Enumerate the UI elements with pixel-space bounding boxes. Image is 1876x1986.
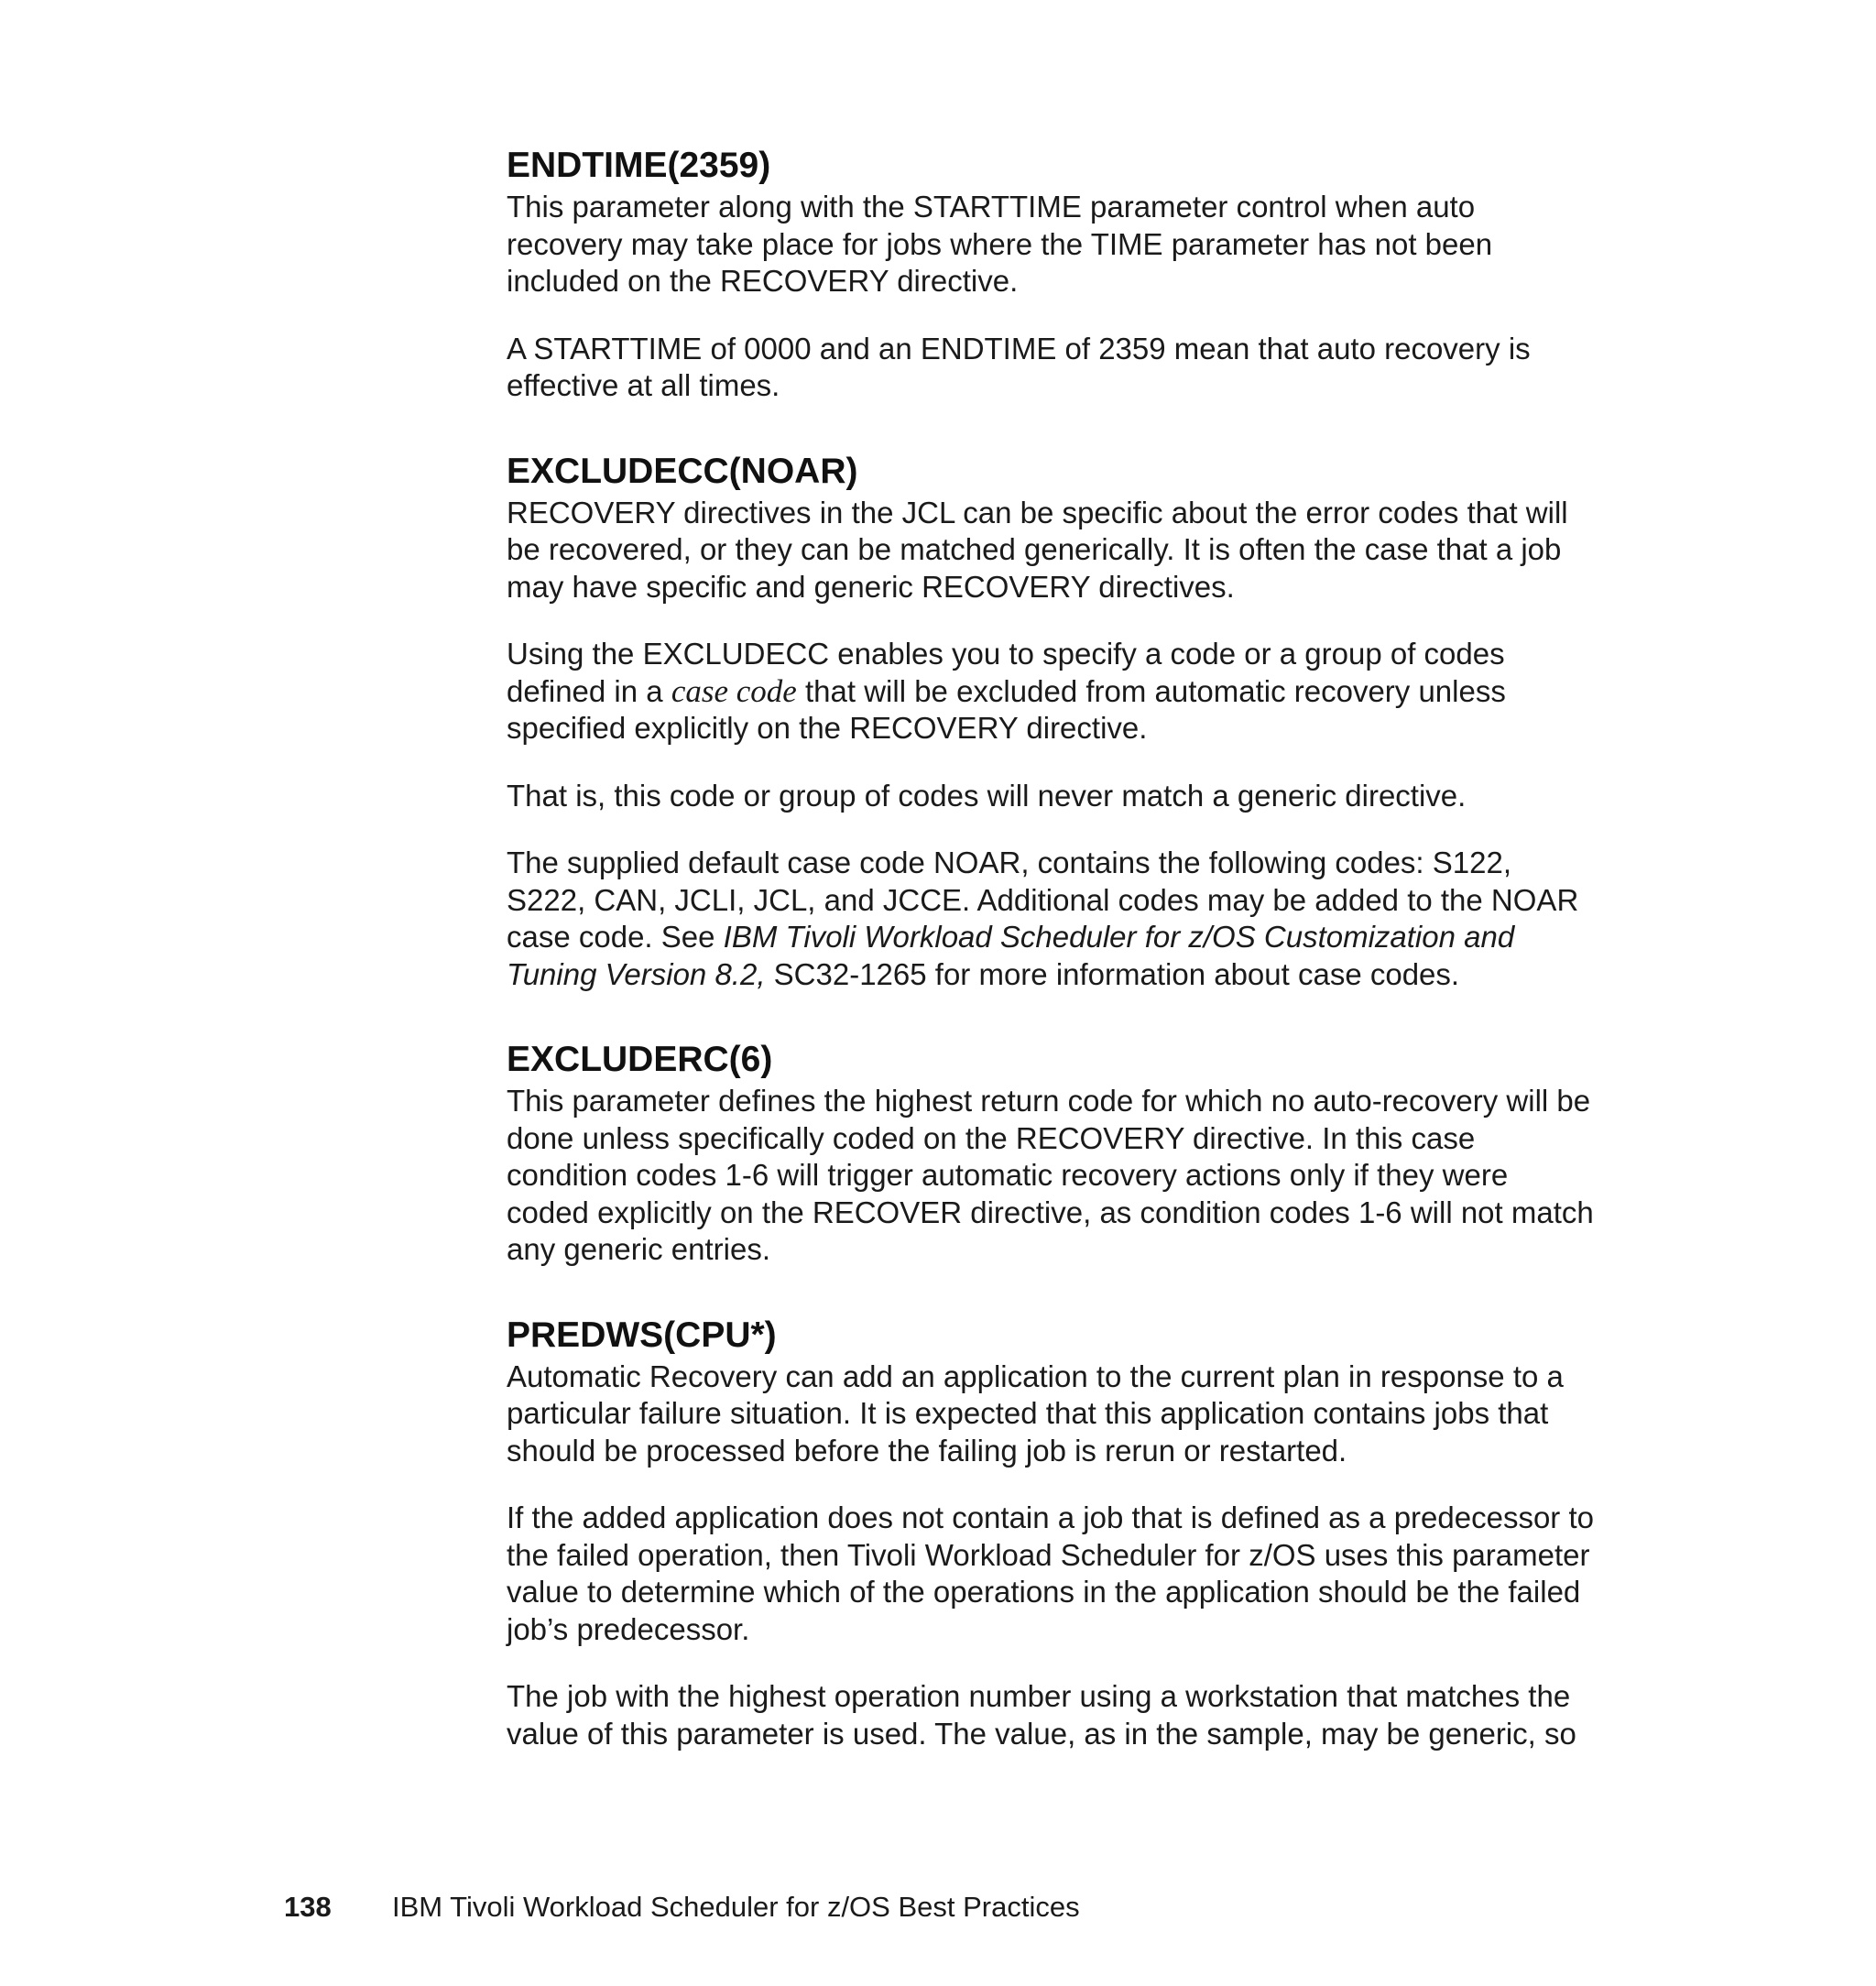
text-fragment: SC32-1265 for more information about case codes.	[765, 956, 1460, 991]
text-line: recovery may take place for jobs where the TIME parameter has not been	[507, 226, 1493, 261]
paragraph	[507, 1083, 1606, 1269]
text-line: RECOVERY directives in the JCL can be specific about the error codes that will	[507, 495, 1568, 529]
text-fragment: defined in a	[507, 673, 671, 708]
section-excludecc	[507, 449, 1606, 994]
text-line: The job with the highest operation number using a workstation that matches the	[507, 1679, 1571, 1713]
paragraph	[507, 778, 1606, 815]
section-heading: EXCLUDERC(6)	[507, 1040, 773, 1079]
text-line: value to determine which of the operations in the application should be the failed	[507, 1575, 1581, 1609]
text-line: included on the RECOVERY directive.	[507, 264, 1019, 298]
section-excluderc	[507, 1037, 1606, 1269]
text-line: value of this parameter is used. The value, as in the sample, may be generic, so	[507, 1716, 1576, 1751]
book-reference: IBM Tivoli Workload Scheduler for z/OS Customization and	[723, 920, 1515, 954]
book-reference: Tuning Version 8.2,	[507, 956, 766, 991]
text-line: effective at all times.	[507, 368, 780, 402]
text-line: should be processed before the failing job is rerun or restarted.	[507, 1433, 1347, 1468]
paragraph	[507, 845, 1606, 993]
text-fragment: case code. See	[507, 920, 724, 954]
text-line: This parameter defines the highest return code for which no auto-recovery will be	[507, 1084, 1591, 1118]
text-line: particular failure situation. It is expected that this application contains jobs that	[507, 1396, 1549, 1430]
page-number: 138	[284, 1891, 332, 1923]
section-heading: PREDWS(CPU*)	[507, 1315, 777, 1355]
text-line: S222, CAN, JCLI, JCL, and JCCE. Additional codes may be added to the NOAR	[507, 882, 1579, 917]
section-heading: EXCLUDECC(NOAR)	[507, 451, 858, 491]
text-line: Using the EXCLUDECC enables you to specify a code or a group of codes	[507, 637, 1505, 671]
text-line: any generic entries.	[507, 1232, 770, 1266]
section-predws	[507, 1313, 1606, 1753]
text-line	[507, 673, 1606, 711]
book-title: IBM Tivoli Workload Scheduler for z/OS Best Practices	[392, 1891, 1080, 1923]
text-line: A STARTTIME of 0000 and an ENDTIME of 2359 mean that auto recovery is	[507, 331, 1531, 366]
case-code-term: case code	[671, 672, 797, 709]
text-line	[507, 919, 1606, 956]
paragraph	[507, 1359, 1606, 1470]
text-line: That is, this code or group of codes will never match a generic directive.	[507, 778, 1467, 813]
text-line: specified explicitly on the RECOVERY directive.	[507, 711, 1148, 745]
text-line: This parameter along with the STARTTIME parameter control when auto	[507, 190, 1476, 224]
section-heading: ENDTIME(2359)	[507, 146, 771, 185]
text-line: condition codes 1-6 will trigger automatic recovery actions only if they were	[507, 1158, 1509, 1192]
text-line	[507, 956, 1606, 994]
text-line: If the added application does not contain a job that is defined as a predecessor to	[507, 1500, 1594, 1534]
text-line: may have specific and generic RECOVERY directives.	[507, 569, 1235, 604]
paragraph	[507, 189, 1606, 300]
page-content	[507, 143, 1606, 1796]
page-footer	[284, 1891, 1080, 1924]
text-line: The supplied default case code NOAR, contains the following codes: S122,	[507, 846, 1511, 879]
paragraph	[507, 331, 1606, 405]
text-line: the failed operation, then Tivoli Workload Scheduler for z/OS uses this parameter	[507, 1537, 1590, 1572]
text-line: done unless specifically coded on the RECOVERY directive. In this case	[507, 1120, 1476, 1155]
paragraph	[507, 495, 1606, 606]
text-fragment: that will be excluded from automatic recovery unless	[796, 673, 1506, 708]
text-line: be recovered, or they can be matched generically. It is often the case that a job	[507, 532, 1562, 566]
paragraph	[507, 1500, 1606, 1648]
section-endtime	[507, 143, 1606, 405]
paragraph	[507, 1678, 1606, 1752]
text-line: job’s predecessor.	[507, 1611, 750, 1646]
text-line: Automatic Recovery can add an application to the current plan in response to a	[507, 1359, 1564, 1393]
paragraph	[507, 636, 1606, 747]
text-line: coded explicitly on the RECOVER directive, as condition codes 1-6 will not match	[507, 1195, 1594, 1229]
